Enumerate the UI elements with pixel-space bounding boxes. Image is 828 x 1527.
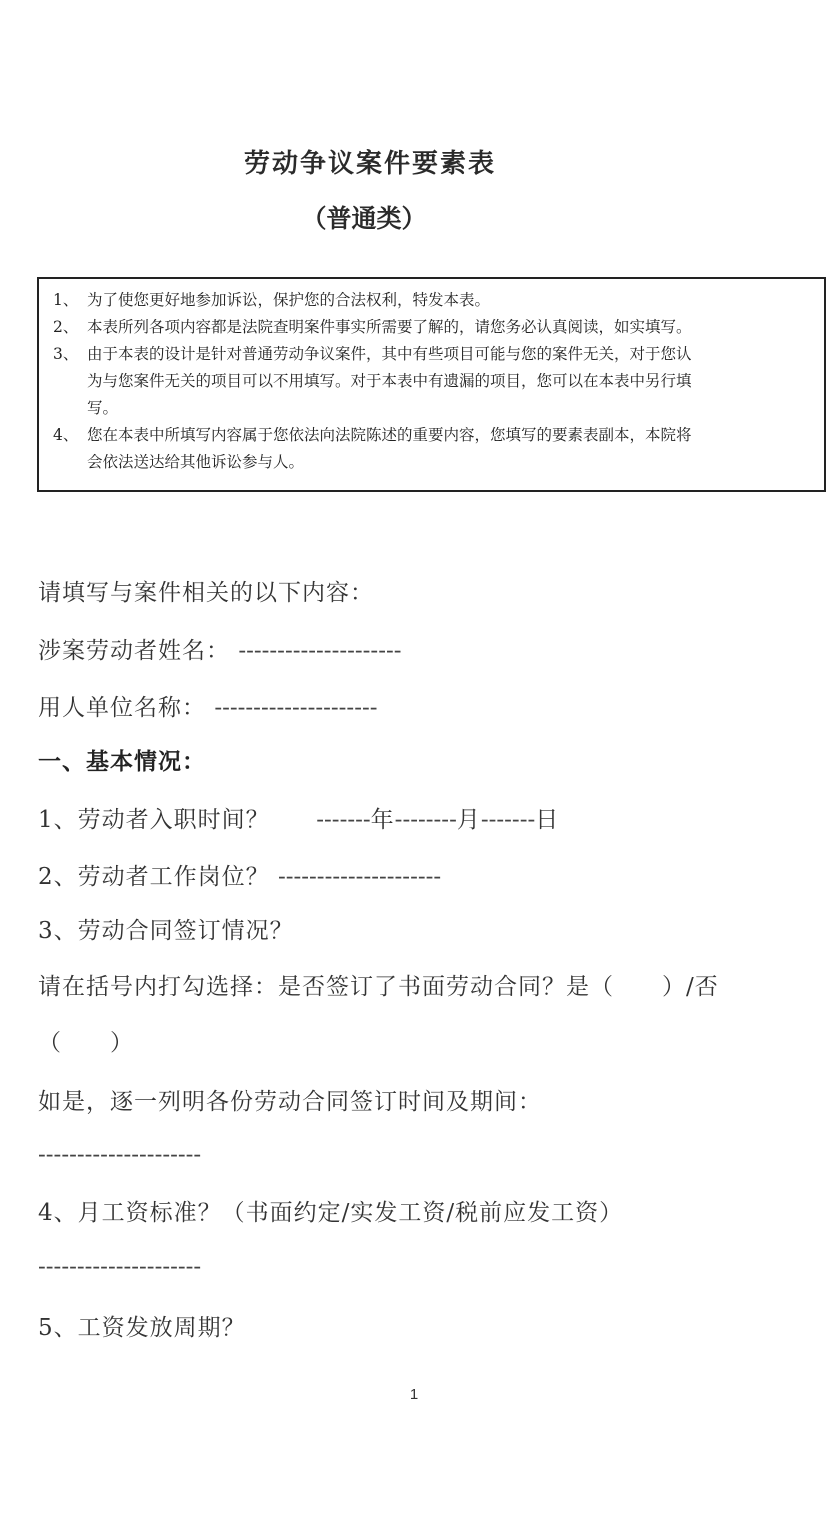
notice-box: [37, 277, 826, 492]
q3-choice-no[interactable]: （ ）: [38, 1030, 134, 1056]
q1-year-unit: 年: [370, 807, 395, 833]
document-title: 劳动争议案件要素表: [243, 149, 496, 179]
worker-name-label: 涉案劳动者姓名：: [38, 638, 230, 664]
q1-month-field[interactable]: --------: [394, 807, 457, 833]
section-heading: 一、基本情况：: [38, 749, 206, 775]
q2-row: [38, 858, 441, 891]
worker-name-row: [38, 632, 402, 665]
notice-text: 为与您案件无关的项目可以不用填写。对于本表中有遗漏的项目，您可以在本表中另行填: [87, 372, 692, 390]
q4-label: 4、月工资标准？（书面约定/实发工资/税前应发工资）: [38, 1200, 624, 1226]
q1-month-unit: 月: [456, 807, 481, 833]
q5-label: 5、工资发放周期？: [38, 1315, 246, 1341]
q3-label: 3、劳动合同签订情况？: [38, 918, 294, 944]
employer-field[interactable]: ---------------------: [214, 695, 378, 721]
notice-number: 2、: [53, 318, 79, 336]
q3-if-yes: 如是，逐一列明各份劳动合同签订时间及期间：: [38, 1089, 542, 1115]
q1-row: [38, 801, 559, 834]
employer-label: 用人单位名称：: [38, 695, 206, 721]
notice-text: 本表所列各项内容都是法院查明案件事实所需要了解的，请您务必认真阅读，如实填写。: [87, 318, 692, 336]
q3-choice-line[interactable]: 请在括号内打勾选择：是否签订了书面劳动合同？是（ ）/否: [38, 974, 719, 1000]
page-number: 1: [409, 1386, 419, 1403]
document-subtitle: （普通类）: [301, 204, 427, 233]
notice-text: 为了使您更好地参加诉讼，保护您的合法权利，特发本表。: [87, 291, 491, 309]
q1-label: 1、劳动者入职时间？: [38, 807, 270, 833]
q1-year-field[interactable]: -------: [316, 807, 371, 833]
q2-label: 2、劳动者工作岗位？: [38, 864, 270, 890]
q1-day-unit: 日: [535, 807, 560, 833]
q2-field[interactable]: ---------------------: [277, 864, 442, 890]
notice-text: 由于本表的设计是针对普通劳动争议案件，其中有些项目可能与您的案件无关，对于您认: [87, 345, 692, 363]
notice-number: 3、: [53, 345, 79, 363]
notice-text: 会依法送达给其他诉讼参与人。: [87, 453, 305, 471]
notice-text: 您在本表中所填写内容属于您依法向法院陈述的重要内容，您填写的要素表副本，本院将: [87, 426, 692, 444]
notice-number: 1、: [53, 291, 79, 309]
q3-field[interactable]: ---------------------: [38, 1142, 202, 1168]
intro-text: 请填写与案件相关的以下内容：: [38, 580, 374, 606]
worker-name-field[interactable]: ---------------------: [238, 638, 402, 664]
q4-field[interactable]: ---------------------: [38, 1254, 202, 1280]
q1-day-field[interactable]: -------: [480, 807, 536, 833]
employer-row: [38, 689, 378, 722]
notice-number: 4、: [53, 426, 79, 444]
notice-text: 写。: [87, 399, 119, 417]
